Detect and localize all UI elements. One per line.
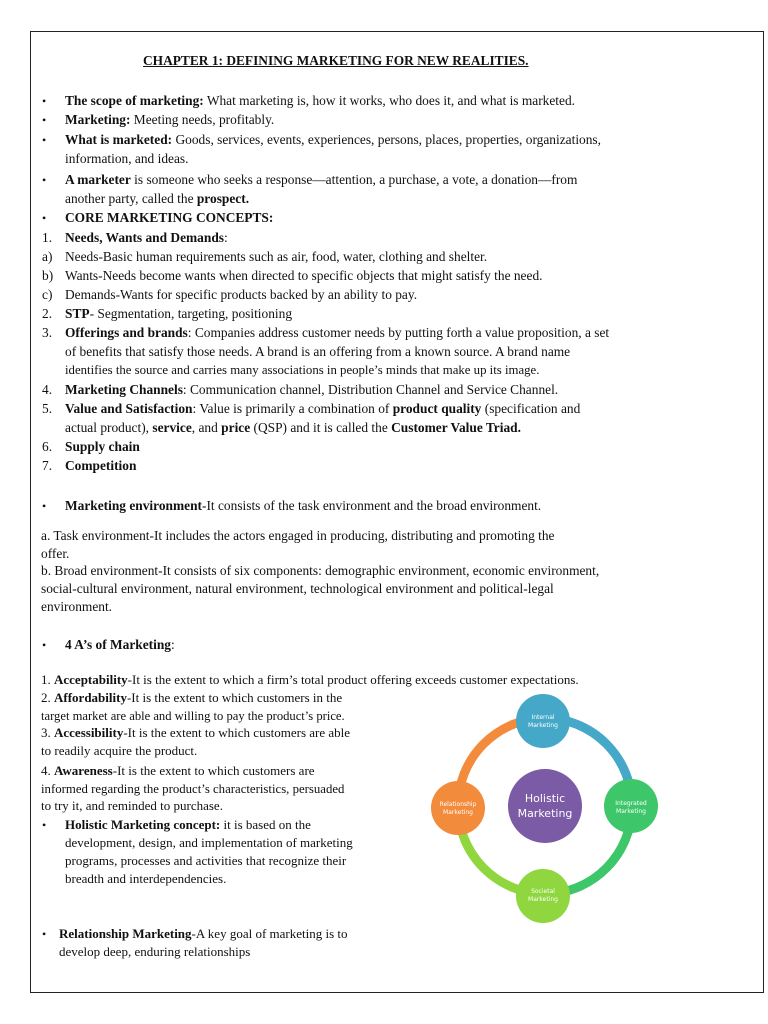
- internal-label-line1: Internal: [531, 714, 555, 721]
- bullet-icon: •: [42, 211, 47, 225]
- internal-label-line2: Marketing: [528, 722, 558, 729]
- marketing-def-item: Marketing: Meeting needs, profitably.: [65, 112, 275, 127]
- relationship-marketing-item: Relationship Marketing-A key goal of marketing is to: [59, 926, 348, 941]
- channels-item: Marketing Channels: Communication channel, Distribution Channel and Service Channel.: [65, 382, 559, 397]
- accessibility-line2: to readily acquire the product.: [41, 743, 198, 758]
- integrated-label-line1: Integrated: [615, 800, 647, 807]
- bullet-icon: •: [42, 927, 47, 941]
- broad-environment-line1: b. Broad environment-It consists of six components: demographic environment, economic environment,: [41, 563, 600, 578]
- scope-item: The scope of marketing: What marketing is, how it works, who does it, and what is marketed.: [65, 93, 576, 108]
- four-as-heading: 4 A’s of Marketing:: [65, 637, 175, 652]
- awareness-line3: to try it, and reminded to purchase.: [41, 798, 223, 813]
- awareness-item: 4. Awareness-It is the extent to which customers are: [41, 763, 315, 778]
- internal-marketing-node: [516, 694, 570, 748]
- center-label-line2: Marketing: [517, 807, 573, 820]
- core-concepts-heading: CORE MARKETING CONCEPTS:: [65, 210, 274, 225]
- wants-item: Wants-Needs become wants when directed to specific objects that might satisfy the need.: [65, 268, 543, 283]
- offerings-item: Offerings and brands: Companies address customer needs by putting forth a value proposition, a set: [65, 325, 610, 340]
- relationship-line2: develop deep, enduring relationships: [59, 944, 251, 959]
- task-environment-line2: offer.: [41, 546, 70, 561]
- list-number: 2.: [42, 306, 53, 321]
- broad-environment-line3: environment.: [41, 599, 113, 614]
- value-line2: actual product), service, and price (QSP) and it is called the Customer Value Triad.: [65, 420, 521, 435]
- bullet-icon: •: [42, 113, 47, 127]
- integrated-label-line2: Marketing: [616, 808, 646, 815]
- bullet-icon: •: [42, 133, 47, 147]
- broad-environment-line2: social-cultural environment, natural environment, technological environment and political-legal: [41, 581, 554, 596]
- relationship-marketing-node: [431, 781, 485, 835]
- relationship-label-line2: Marketing: [443, 809, 473, 816]
- relationship-label-line1: Relationship: [439, 801, 477, 808]
- affordability-item: 2. Affordability-It is the extent to which customers in the: [41, 690, 343, 705]
- list-number: 5.: [42, 401, 53, 416]
- bullet-icon: •: [42, 94, 47, 108]
- list-letter: c): [42, 287, 53, 302]
- holistic-concept-item: Holistic Marketing concept: it is based on the: [65, 817, 311, 832]
- awareness-line2: informed regarding the product’s characteristics, persuaded: [41, 782, 345, 796]
- list-number: 7.: [42, 458, 53, 473]
- chapter-title: CHAPTER 1: DEFINING MARKETING FOR NEW REALITIES.: [143, 53, 529, 68]
- task-environment-line1: a. Task environment-It includes the actors engaged in producing, distributing and promoting the: [41, 528, 555, 543]
- demands-item: Demands-Wants for specific products backed by an ability to pay.: [65, 287, 418, 302]
- bullet-icon: •: [42, 499, 47, 513]
- holistic-marketing-diagram: [425, 688, 663, 928]
- offerings-line2: of benefits that satisfy those needs. A brand is an offering from a known source. A brand name: [65, 344, 571, 359]
- societal-label-line2: Marketing: [528, 896, 558, 903]
- list-letter: a): [42, 249, 53, 264]
- offerings-line3: identifies the source and carries many associations in people’s minds that make up its image.: [65, 363, 540, 377]
- supply-chain-item: Supply chain: [65, 439, 140, 454]
- what-marketed-item: What is marketed: Goods, services, events, experiences, persons, places, properties, organizations,: [65, 132, 601, 147]
- marketer-item: A marketer is someone who seeks a response—attention, a purchase, a vote, a donation—from: [65, 172, 578, 187]
- environment-item: Marketing environment-It consists of the task environment and the broad environment.: [65, 498, 542, 513]
- bullet-icon: •: [42, 818, 47, 832]
- holistic-center-node: [508, 769, 582, 843]
- competition-item: Competition: [65, 458, 137, 473]
- holistic-line4: breadth and interdependencies.: [65, 871, 227, 886]
- marketer-line2: another party, called the prospect.: [65, 191, 250, 206]
- list-number: 3.: [42, 325, 53, 340]
- bullet-icon: •: [42, 638, 47, 652]
- what-marketed-line2: information, and ideas.: [65, 151, 189, 166]
- needs-item: Needs-Basic human requirements such as air, food, water, clothing and shelter.: [65, 249, 488, 264]
- affordability-line2: target market are able and willing to pay the product’s price.: [41, 709, 345, 723]
- holistic-line3: programs, processes and activities that recognize their: [65, 853, 347, 868]
- value-item: Value and Satisfaction: Value is primarily a combination of product quality (specification and: [65, 401, 581, 416]
- list-number: 6.: [42, 439, 53, 454]
- bullet-icon: •: [42, 173, 47, 187]
- list-letter: b): [42, 268, 54, 283]
- accessibility-item: 3. Accessibility-It is the extent to which customers are able: [41, 725, 351, 740]
- societal-label-line1: Societal: [531, 888, 555, 895]
- acceptability-item: 1. Acceptability-It is the extent to which a firm’s total product offering exceeds customer expectations.: [41, 672, 579, 687]
- needs-heading: Needs, Wants and Demands:: [65, 230, 228, 245]
- list-number: 4.: [42, 382, 53, 397]
- holistic-line2: development, design, and implementation of marketing: [65, 835, 353, 850]
- center-label-line1: Holistic: [524, 792, 566, 805]
- stp-item: STP- Segmentation, targeting, positioning: [65, 306, 293, 321]
- list-number: 1.: [42, 230, 53, 245]
